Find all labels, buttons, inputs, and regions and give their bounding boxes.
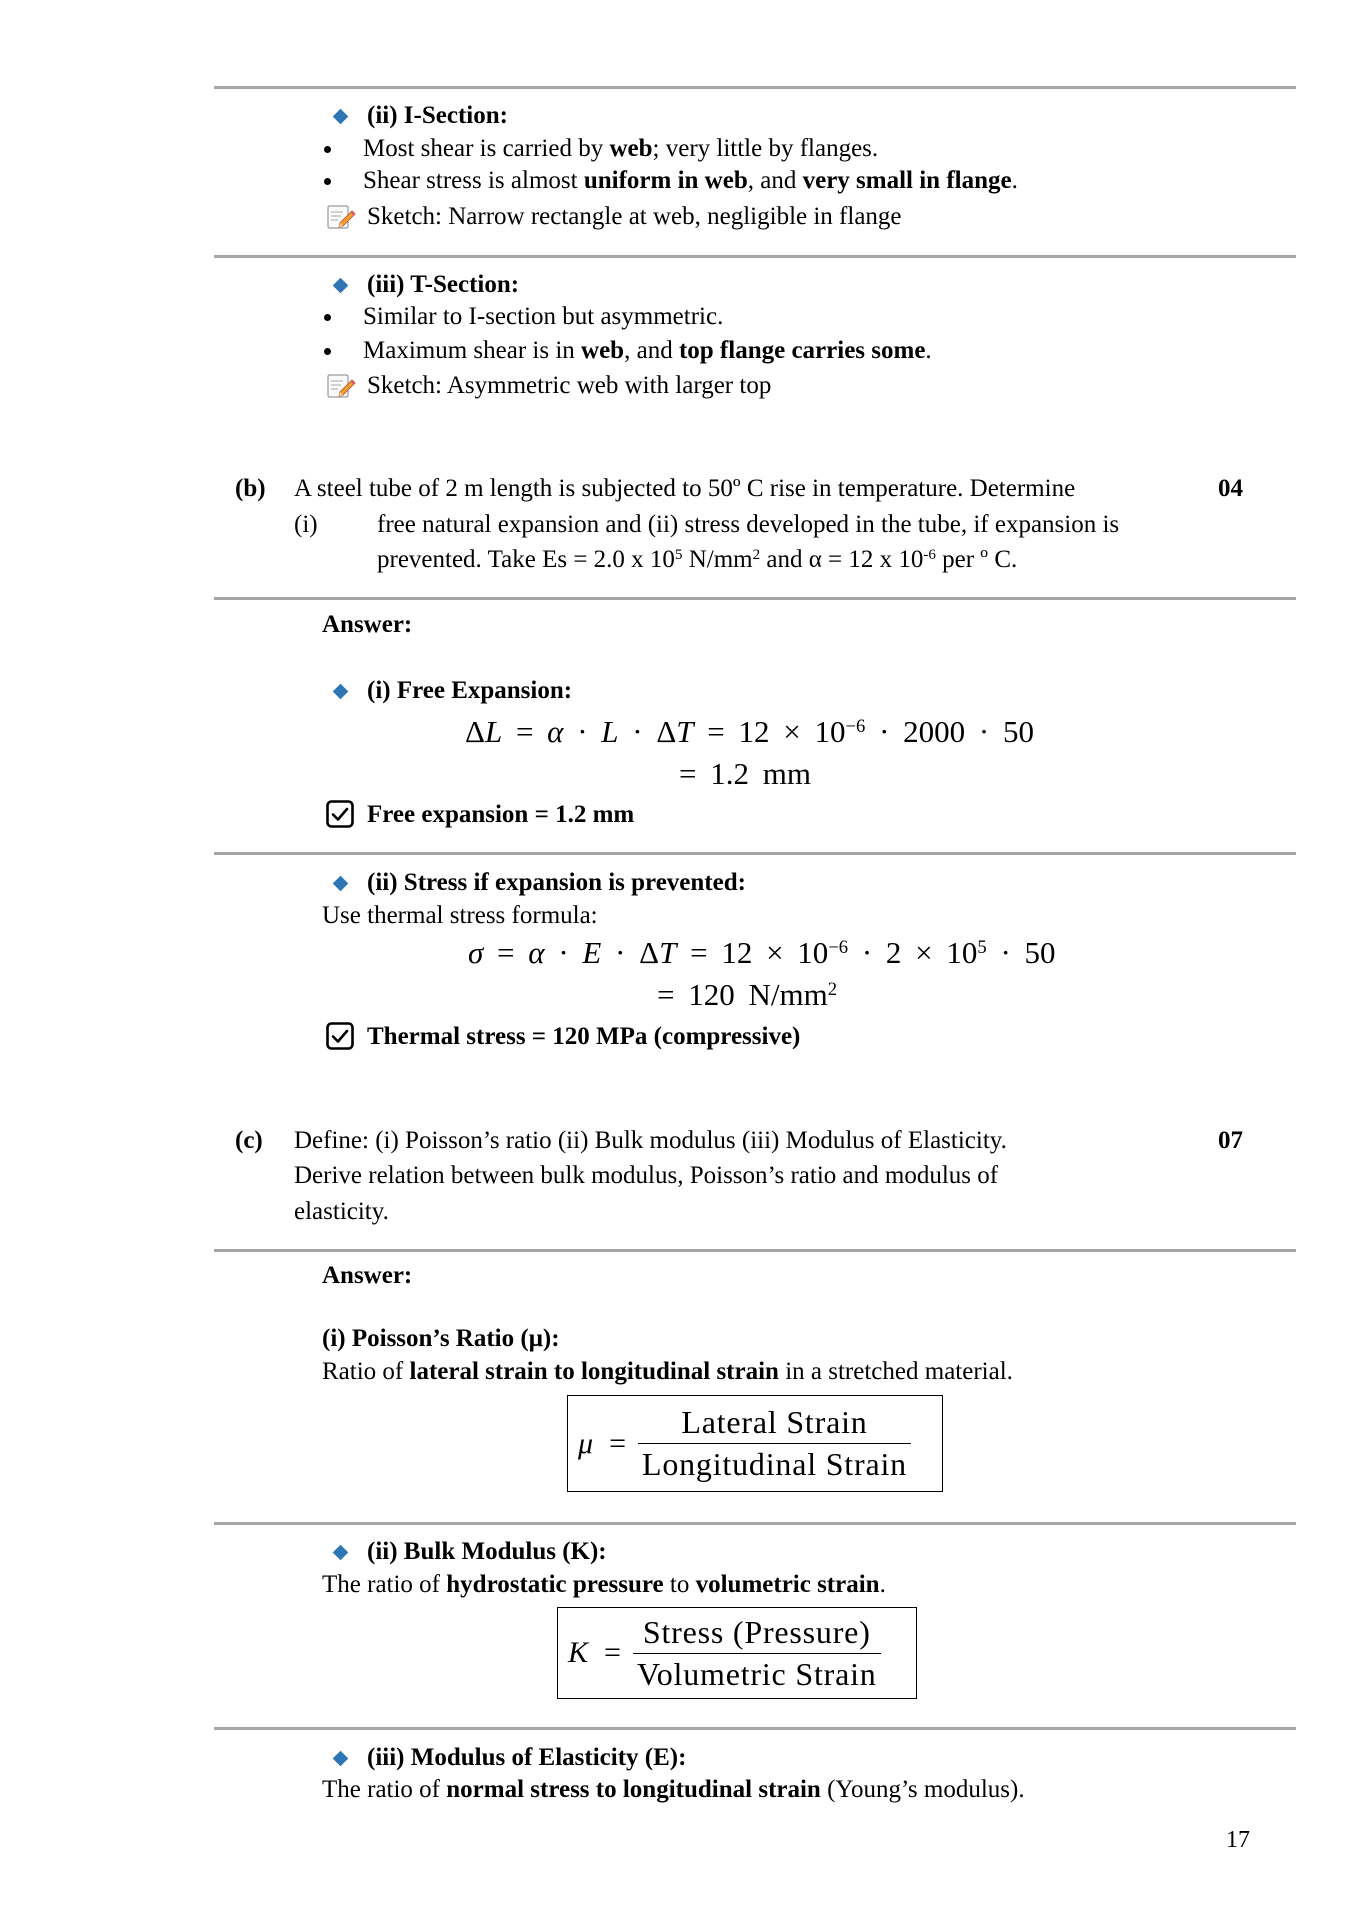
question-b-line-2: free natural expansion and (ii) stress developed in the tube, if expansion is xyxy=(377,511,1120,538)
question-b-label: (b) xyxy=(235,475,266,502)
math-variable: L xyxy=(484,714,503,749)
memo-pencil-icon xyxy=(326,203,356,231)
section-divider xyxy=(214,597,1296,600)
bulk-modulus-definition xyxy=(322,1570,886,1600)
check-box-icon xyxy=(325,799,355,829)
bulk-modulus-heading: (ii) Bulk Modulus (K): xyxy=(367,1538,607,1565)
poisson-ratio-heading: (i) Poisson’s Ratio (μ): xyxy=(322,1325,560,1352)
question-b-sub-label: (i) xyxy=(294,511,318,538)
math-variable: α xyxy=(528,935,545,970)
equals-sign: = xyxy=(609,1426,626,1460)
key-term: hydrostatic pressure xyxy=(446,1571,664,1598)
math-operator: = xyxy=(502,714,548,749)
numerator: Stress (Pressure) xyxy=(642,1613,871,1650)
denominator: Volumetric Strain xyxy=(633,1653,881,1693)
fraction xyxy=(638,1404,911,1483)
key-term: web xyxy=(609,135,653,162)
thermal-stress-heading: (ii) Stress if expansion is prevented: xyxy=(367,869,746,896)
math-operator: = xyxy=(483,935,529,970)
question-b-line-3 xyxy=(377,545,1017,575)
free-expansion-formula-line-2: = 1.2 mm xyxy=(679,756,811,791)
question-c-label: (c) xyxy=(235,1127,263,1154)
formula-symbol: μ xyxy=(578,1426,594,1460)
i-section-sketch-note: Sketch: Narrow rectangle at web, negligible in flange xyxy=(367,203,902,230)
thermal-stress-intro: Use thermal stress formula: xyxy=(322,902,598,929)
math-exponent: 5 xyxy=(977,936,987,958)
key-term: normal stress to longitudinal strain xyxy=(446,1776,821,1803)
modulus-of-elasticity-heading: (iii) Modulus of Elasticity (E): xyxy=(367,1744,687,1771)
equals-sign: = xyxy=(604,1636,621,1669)
math-variable: T xyxy=(676,714,694,749)
math-symbol: Δ xyxy=(465,714,485,749)
text-run: ; very little by flanges. xyxy=(652,135,879,162)
thermal-stress-formula-line-1 xyxy=(468,935,1056,971)
text-run: . xyxy=(1011,167,1018,194)
section-divider xyxy=(214,852,1296,855)
bullet-icon xyxy=(324,146,331,153)
text-run: The ratio of xyxy=(322,1571,447,1598)
answer-b-label: Answer: xyxy=(322,611,413,638)
superscript: -6 xyxy=(923,546,936,563)
superscript: 2 xyxy=(752,546,761,563)
math-variable: E xyxy=(582,935,602,970)
math-number: · 50 xyxy=(986,935,1056,970)
i-section-heading: (ii) I-Section: xyxy=(367,102,508,129)
t-section-point-2 xyxy=(363,336,932,366)
math-operator: · Δ xyxy=(601,935,660,970)
thermal-stress-formula-line-2 xyxy=(657,977,837,1013)
page-number: 17 xyxy=(1226,1827,1250,1853)
key-term: web xyxy=(581,337,625,364)
memo-pencil-icon xyxy=(326,372,356,400)
math-operator: · xyxy=(544,935,583,970)
small-blue-diamond-icon xyxy=(333,278,349,294)
math-operator: · Δ xyxy=(618,714,677,749)
question-c-marks: 07 xyxy=(1218,1127,1243,1154)
question-c-line-1: Define: (i) Poisson’s ratio (ii) Bulk modulus (iii) Modulus of Elasticity. xyxy=(294,1127,1007,1154)
text-run: Maximum shear is in xyxy=(363,337,582,364)
math-number: · 2 × 10 xyxy=(848,935,978,970)
section-divider xyxy=(214,1249,1296,1252)
poisson-ratio-definition xyxy=(322,1357,1013,1387)
text-run: prevented. Take Es = 2.0 x 10 xyxy=(377,546,675,573)
small-blue-diamond-icon xyxy=(333,1751,349,1767)
math-variable: T xyxy=(659,935,677,970)
bullet-icon xyxy=(324,348,331,355)
key-term: very small in flange xyxy=(802,167,1012,194)
text-run: and α = 12 x 10 xyxy=(760,546,924,573)
math-exponent: −6 xyxy=(845,715,866,737)
free-expansion-heading: (i) Free Expansion: xyxy=(367,677,573,704)
t-section-point-1: Similar to I-section but asymmetric. xyxy=(363,303,724,330)
math-variable: L xyxy=(601,714,619,749)
check-box-icon xyxy=(325,1021,355,1051)
math-number: = 12 × 10 xyxy=(693,714,846,749)
superscript: 5 xyxy=(674,546,683,563)
numerator: Lateral Strain xyxy=(681,1404,868,1440)
question-b-marks: 04 xyxy=(1218,475,1243,502)
text-run: . xyxy=(925,337,932,364)
small-blue-diamond-icon xyxy=(333,1545,349,1561)
text-run: (Young’s modulus). xyxy=(820,1776,1025,1803)
t-section-sketch-note: Sketch: Asymmetric web with larger top xyxy=(367,372,772,399)
section-divider xyxy=(214,1727,1296,1730)
math-operator: · xyxy=(563,714,602,749)
text-run: Most shear is carried by xyxy=(363,135,610,162)
answer-c-label: Answer: xyxy=(322,1262,413,1289)
text-run: Ratio of xyxy=(322,1358,410,1385)
i-section-point-2 xyxy=(363,166,1018,196)
math-number: · 2000 · 50 xyxy=(865,714,1034,749)
text-run: N/mm xyxy=(682,546,753,573)
denominator: Longitudinal Strain xyxy=(638,1443,911,1483)
question-b-line-1: A steel tube of 2 m length is subjected to 50º C rise in temperature. Determine xyxy=(294,475,1076,502)
key-term: uniform in web xyxy=(583,167,748,194)
section-divider xyxy=(214,86,1296,89)
thermal-stress-result: Thermal stress = 120 MPa (compressive) xyxy=(367,1023,801,1050)
small-blue-diamond-icon xyxy=(333,876,349,892)
fraction xyxy=(633,1614,881,1693)
key-term: volumetric strain xyxy=(695,1571,880,1598)
formula-symbol: K xyxy=(568,1636,589,1669)
math-exponent: −6 xyxy=(828,936,849,958)
math-number: = 120 N/mm xyxy=(657,977,828,1012)
text-run: Shear stress is almost xyxy=(363,167,584,194)
text-run: in a stretched material. xyxy=(778,1358,1013,1385)
text-run: , and xyxy=(747,167,803,194)
math-exponent: 2 xyxy=(827,978,838,1000)
bullet-icon xyxy=(324,314,331,321)
i-section-point-1 xyxy=(363,134,878,164)
key-term: top flange carries some xyxy=(678,337,926,364)
key-term: lateral strain to longitudinal strain xyxy=(409,1358,779,1385)
text-run: The ratio of xyxy=(322,1776,447,1803)
bullet-icon xyxy=(324,178,331,185)
math-variable: α xyxy=(547,714,564,749)
t-section-heading: (iii) T-Section: xyxy=(367,271,520,298)
text-run: to xyxy=(663,1571,696,1598)
math-number: = 12 × 10 xyxy=(676,935,829,970)
free-expansion-formula-line-1 xyxy=(465,714,1034,750)
text-run: per º C. xyxy=(935,546,1018,573)
text-run: . xyxy=(879,1571,886,1598)
free-expansion-result: Free expansion = 1.2 mm xyxy=(367,801,635,828)
question-c-line-2: Derive relation between bulk modulus, Poisson’s ratio and modulus of xyxy=(294,1162,999,1189)
text-run: , and xyxy=(624,337,679,364)
poisson-ratio-formula-box xyxy=(567,1395,943,1492)
math-variable: σ xyxy=(468,935,484,970)
section-divider xyxy=(214,255,1296,258)
section-divider xyxy=(214,1522,1296,1525)
bulk-modulus-formula-box xyxy=(557,1607,917,1699)
question-c-line-3: elasticity. xyxy=(294,1198,389,1225)
small-blue-diamond-icon xyxy=(333,109,349,125)
small-blue-diamond-icon xyxy=(333,684,349,700)
modulus-of-elasticity-definition xyxy=(322,1775,1025,1805)
